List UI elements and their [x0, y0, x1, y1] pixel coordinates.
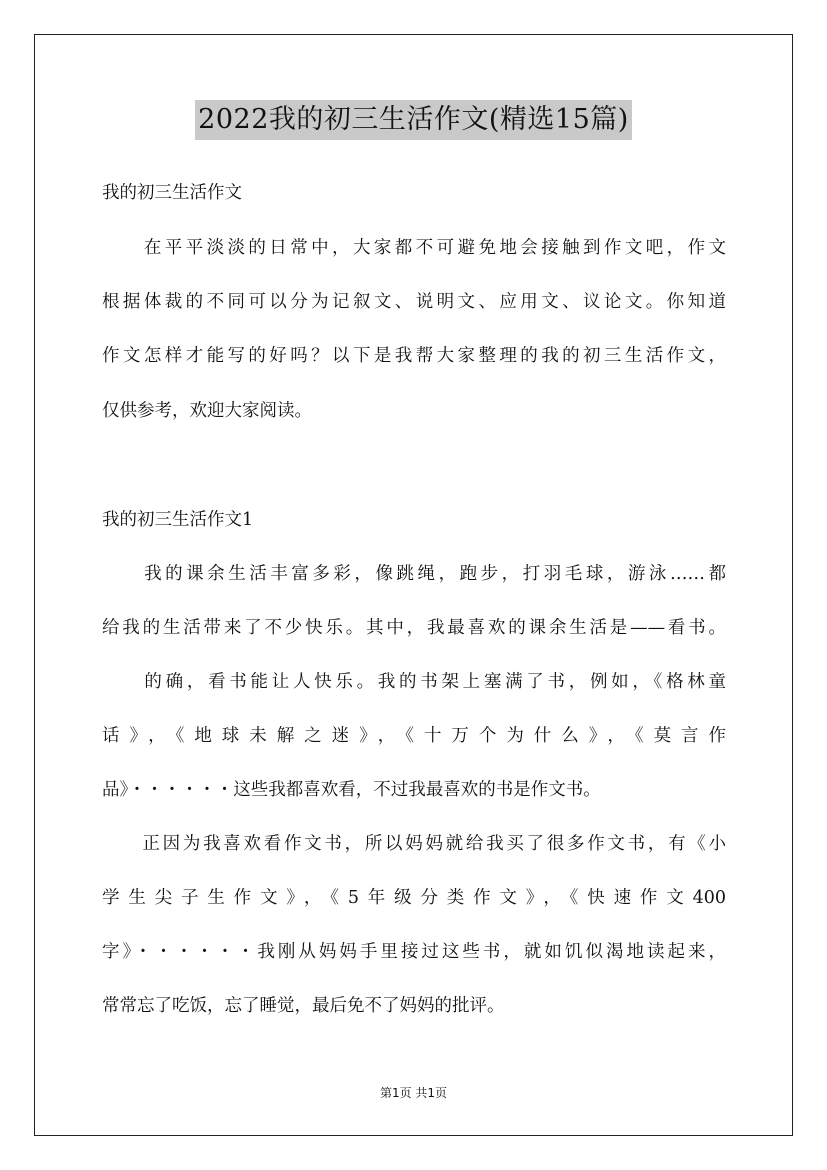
- document-title: 2022我的初三生活作文(精选15篇): [195, 100, 632, 140]
- paragraph-line: 学生尖子生作文》，《5年级分类作文》，《快速作文400: [102, 888, 726, 908]
- paragraph-line: 的确，看书能让人快乐。我的书架上塞满了书，例如，《格林童: [102, 672, 726, 692]
- paragraph-line: 仅供参考，欢迎大家阅读。: [102, 401, 312, 421]
- section-heading: 我的初三生活作文1: [102, 510, 254, 530]
- section-heading: 我的初三生活作文: [102, 183, 242, 203]
- paragraph-line: 给我的生活带来了不少快乐。其中，我最喜欢的课余生活是——看书。: [102, 618, 726, 638]
- paragraph-line: 品》・・・・・・这些我都喜欢看，不过我最喜欢的书是作文书。: [102, 780, 601, 800]
- paragraph-line: 常常忘了吃饭，忘了睡觉，最后免不了妈妈的批评。: [102, 996, 505, 1016]
- title-container: [0, 100, 827, 140]
- paragraph-line: 根据体裁的不同可以分为记叙文、说明文、应用文、议论文。你知道: [102, 292, 726, 312]
- paragraph-line: 我的课余生活丰富多彩，像跳绳，跑步，打羽毛球，游泳……都: [102, 564, 726, 584]
- paragraph-line: 字》・・・・・・我刚从妈妈手里接过这些书，就如饥似渴地读起来，: [102, 942, 726, 962]
- paragraph-line: 话》，《地球未解之迷》，《十万个为什么》，《莫言作: [102, 726, 726, 746]
- paragraph-line: 作文怎样才能写的好吗？以下是我帮大家整理的我的初三生活作文，: [102, 346, 726, 366]
- paragraph-line: 正因为我喜欢看作文书，所以妈妈就给我买了很多作文书，有《小: [102, 834, 726, 854]
- paragraph-line: 在平平淡淡的日常中，大家都不可避免地会接触到作文吧，作文: [102, 238, 726, 258]
- page-number: 第1页 共1页: [379, 1086, 448, 1100]
